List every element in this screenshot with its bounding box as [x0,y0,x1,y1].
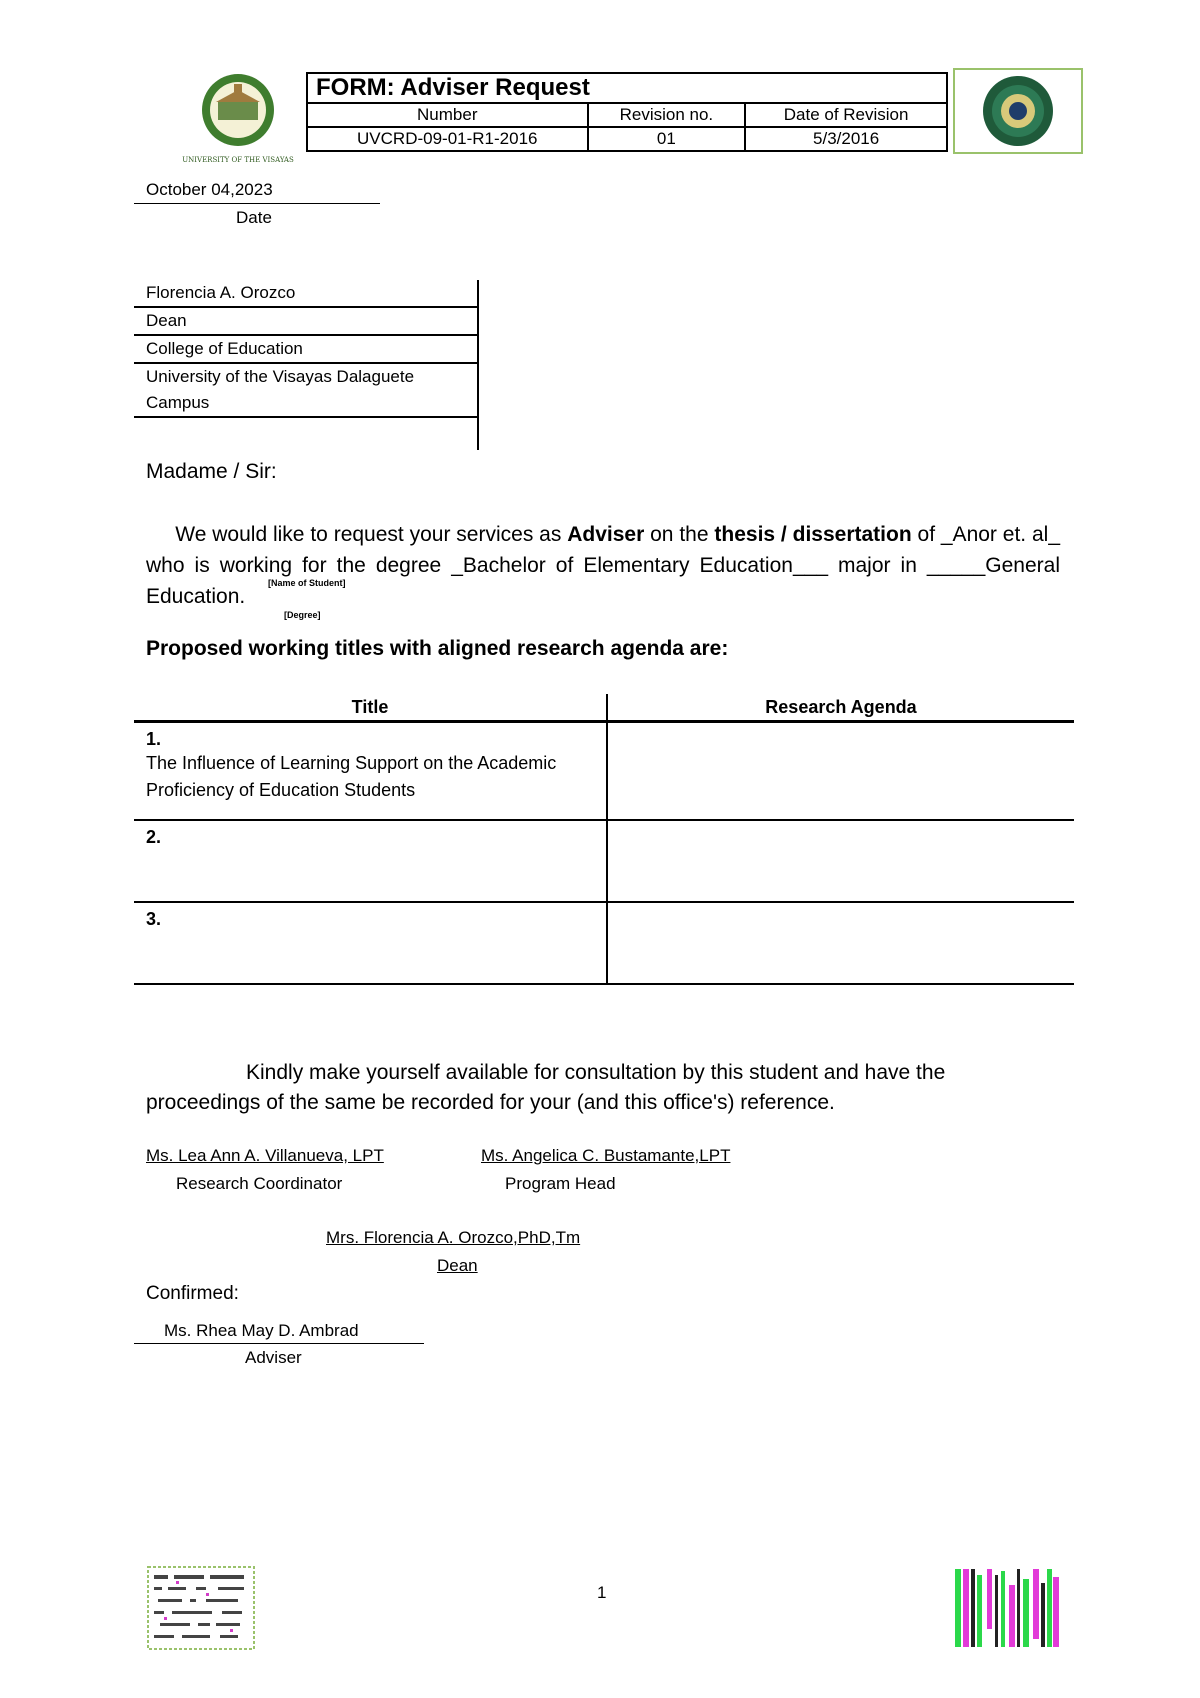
col-number-label: Number [307,103,588,127]
table-row [134,902,1074,984]
proposed-titles-heading: Proposed working titles with aligned research agenda are: [146,637,729,660]
col-title-header: Title [134,694,607,722]
adviser-name: Ms. Rhea May D. Ambrad [164,1321,359,1340]
col-agenda-header: Research Agenda [607,694,1074,722]
recipient-right-border [477,280,479,450]
letter-date: October 04,2023 [146,180,273,199]
revision-number: 01 [588,127,746,151]
request-paragraph: We would like to request your services as Adviser on the thesis / dissertation of _Anor et. al_ who is working for the degree _Bachelor of Elementary Education___ major in _____General Education. [146,523,1060,608]
form-header-table [306,72,948,152]
recipient-block [134,280,478,444]
closing-paragraph: Kindly make yourself available for consultation by this student and have the proceedings of the same be recorded for your (and this office's) reference. [146,1061,946,1114]
footer-qr-code-left-icon [146,1565,256,1651]
title-cell: 3. [134,902,607,984]
hint-name-of-student: [Name of Student] [268,578,346,588]
confirmed-label: Confirmed: [146,1283,239,1304]
svg-text:UNIVERSITY OF THE VISAYAS: UNIVERSITY OF THE VISAYAS [182,156,294,164]
recipient-campus: University of the Visayas Dalaguete Campus [134,364,478,418]
table-row [134,722,1074,820]
dean-name: Mrs. Florencia A. Orozco,PhD,Tm [326,1228,581,1247]
title-cell: 1. The Influence of Learning Support on the Academic Proficiency of Education Students [134,722,607,820]
program-head-name: Ms. Angelica C. Bustamante,LPT [481,1146,731,1165]
form-title: FORM: Adviser Request [307,73,947,103]
recipient-position: Dean [134,308,478,336]
program-head-role: Program Head [505,1174,616,1193]
col-revision-label: Revision no. [588,103,746,127]
coordinator-role: Research Coordinator [176,1174,343,1193]
recipient-college: College of Education [134,336,478,364]
date-underline [134,203,380,204]
coordinator-name: Ms. Lea Ann A. Villanueva, LPT [146,1146,384,1165]
adviser-signature-line [134,1343,424,1344]
date-of-revision: 5/3/2016 [745,127,947,151]
research-seal-logo [953,68,1083,154]
salutation: Madame / Sir: [146,460,277,483]
agenda-cell [607,820,1074,902]
recipient-name: Florencia A. Orozco [134,280,478,308]
titles-agenda-table [134,694,1074,985]
agenda-cell [607,902,1074,984]
adviser-role: Adviser [245,1348,302,1367]
footer-qr-code-right-icon [953,1565,1063,1651]
form-number: UVCRD-09-01-R1-2016 [307,127,588,151]
recipient-blank-row [134,418,478,444]
table-row [134,820,1074,902]
date-label: Date [236,208,272,227]
university-logo [178,72,298,168]
page-number: 1 [597,1583,607,1602]
hint-degree: [Degree] [284,610,321,620]
dean-role: Dean [437,1256,478,1275]
agenda-cell [607,722,1074,820]
col-date-revision-label: Date of Revision [745,103,947,127]
title-cell: 2. [134,820,607,902]
